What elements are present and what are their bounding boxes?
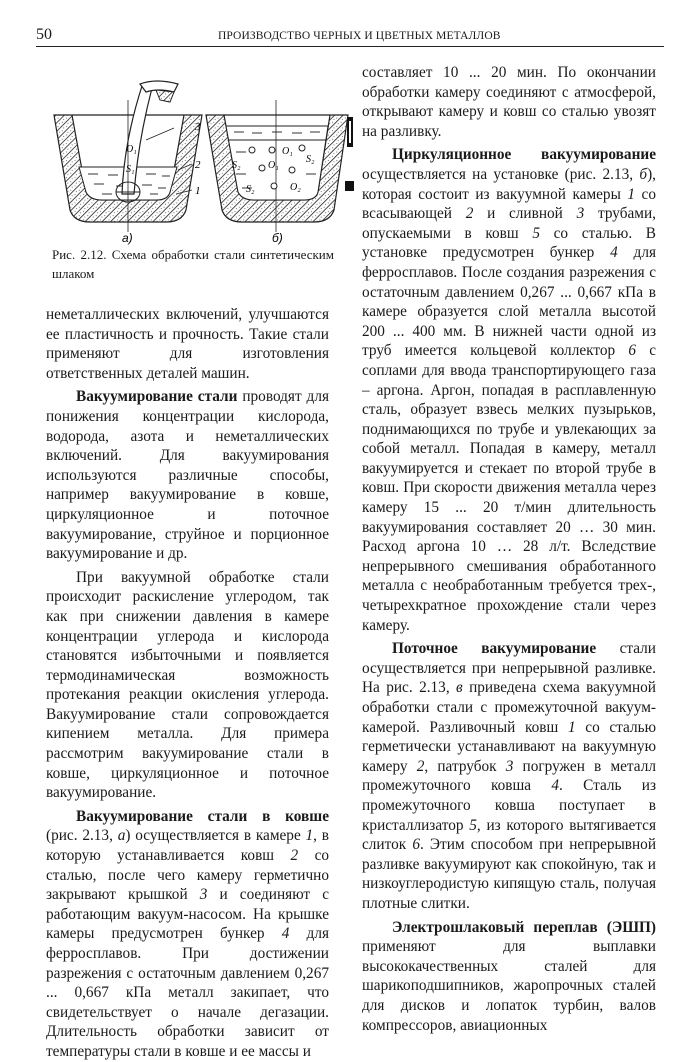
svg-text:O₁: O₁ — [126, 144, 137, 155]
term-circulation-vacuum: Циркуляционное вакуумирование — [392, 146, 656, 164]
paragraph: При вакуумной обработке стали происходит раскисление углеродом, так как при снижении давления в камере концентрации углерода и кислорода становятся избыточными и появляется термодинамическая возможность протекания реакции окисления углерода. Вакуумирование стали сопровождается кипением металла. Для примера рассмотрим вакуумирование стали в ковше, циркуляционное и поточное вакуумирование. — [46, 568, 329, 802]
paragraph: неметаллических включений, улучшаются ее пластичность и прочность. Такие стали применяют для изготовления ответственных деталей машин. — [46, 306, 329, 382]
svg-text:O₁: O₁ — [268, 160, 279, 171]
page-number: 50 — [36, 26, 52, 43]
scan-artifact-mark — [344, 117, 356, 197]
paragraph: Вакуумирование стали проводят для понижения концентрации кислорода, водорода, азота и неметаллических включений. Для вакуумирования используются различные способы, например вакуумирование в ковше, циркуляционное и поточное вакуумирование, струйное и порционное вакуумирование и др. — [46, 388, 330, 563]
right-column — [362, 63, 656, 1035]
left-column — [46, 305, 329, 1062]
paragraph: Циркуляционное вакуумирование осуществляется на установке (рис. 2.13, б), которая состоит из вакуумной камеры 1 со всасывающей 2 и сливной 3 трубами, опускаемыми в ковш 5 со сталью. В установке предусмотрен бункер 4 для ферросплавов. После создания разрежения с остаточным давлением 0,267 ... 0,667 кПа в камере образуется слой металла высотой 200 ... 400 мм. В нижней части одной из труб имеется кольцевой коллектор 6 с соплами для ввода транспортирующего газа – аргона. Аргон, попадая в расплавленную сталь, образует взвесь мелких пузырьков, поднимающихся по трубе и увлекающих за собой металл. Попадая в камеру, металл вакуумируется и стекает по второй трубе в ковш. При скорости движения металла через камеру 15 ... 20 т/мин длительность вакуумирования составляет 20 … 30 мин. Расход аргона 10 … 28 л/т. Вследствие непрерывного смешивания обработанного металла с необработанным требуется трех-, четырехкратное прохождение стали через камеру. — [362, 146, 656, 634]
panel-a-label: а) — [122, 231, 133, 245]
svg-text:S₁: S₁ — [126, 164, 135, 175]
paragraph: Поточное вакуумирование стали осуществляется при непрерывной разливке. На рис. 2.13, в приведена схема вакуумной обработки стали с промежуточной вакуум-камерой. Разливочный ковш 1 со сталью герметически устанавливают на вакуумную камеру 2, патрубок 3 погружен в металл промежуточного ковша 4. Сталь из промежуточного ковша поступает в кристаллизатор 5, из которого вытягивается слиток 6. Этим способом при непрерывной разливке вакуумируют как спокойную, так и низкоуглеродистую кипящую сталь, получая плотные слитки. — [362, 640, 657, 912]
term-ladle-vacuum: Вакуумирование стали в ковше — [76, 807, 329, 825]
term-stream-vacuum: Поточное вакуумирование — [392, 640, 597, 658]
term-vacuum-degassing: Вакуумирование стали — [76, 388, 238, 406]
panel-b-label: б) — [272, 231, 283, 245]
figure-caption: Рис. 2.12. Схема обработки стали синтетическим шлаком — [52, 247, 334, 281]
svg-text:O₁: O₁ — [282, 146, 293, 157]
svg-text:S₂: S₂ — [246, 184, 255, 195]
svg-text:O₂: O₂ — [290, 182, 301, 193]
svg-text:S₂: S₂ — [306, 154, 315, 165]
page-header — [36, 26, 664, 47]
ladle-b — [206, 100, 348, 245]
term-electroslag-remelting: Электрошлаковый переплав (ЭШП) — [392, 918, 656, 936]
ladle-a — [54, 81, 202, 245]
figure-2-12-diagram — [46, 82, 336, 245]
callout-3: 3 — [195, 121, 201, 133]
paragraph: Вакуумирование стали в ковше (рис. 2.13, а) осуществляется в камере 1, в которую устанавливается ковш 2 со сталью, после чего камеру герметично закрывают крышкой 3 и соединяют с работающим вакуум-насосом. На крышке камеры предусмотрен бункер 4 для ферросплавов. При достижении разрежения с остаточным давлением 0,267 ... 0,667 кПа металл закипает, что свидетельствует о начале дегазации. Длительность обработки зависит от температуры стали в ковше и ее массы и — [46, 807, 330, 1060]
callout-2: 2 — [195, 159, 201, 171]
paragraph: Электрошлаковый переплав (ЭШП) применяют для выплавки высококачественных сталей для шарикоподшипников, жаропрочных сталей для дисков и лопаток турбин, валов компрессоров, авиационных — [362, 918, 656, 1034]
paragraph: составляет 10 ... 20 мин. По окончании обработки камеру соединяют с атмосферой, открывают камеру и ковш со сталью увозят на разливку. — [362, 64, 656, 140]
callout-1: 1 — [195, 185, 201, 197]
svg-text:S₂: S₂ — [232, 160, 241, 171]
running-title: ПРОИЗВОДСТВО ЧЕРНЫХ И ЦВЕТНЫХ МЕТАЛЛОВ — [218, 30, 501, 42]
